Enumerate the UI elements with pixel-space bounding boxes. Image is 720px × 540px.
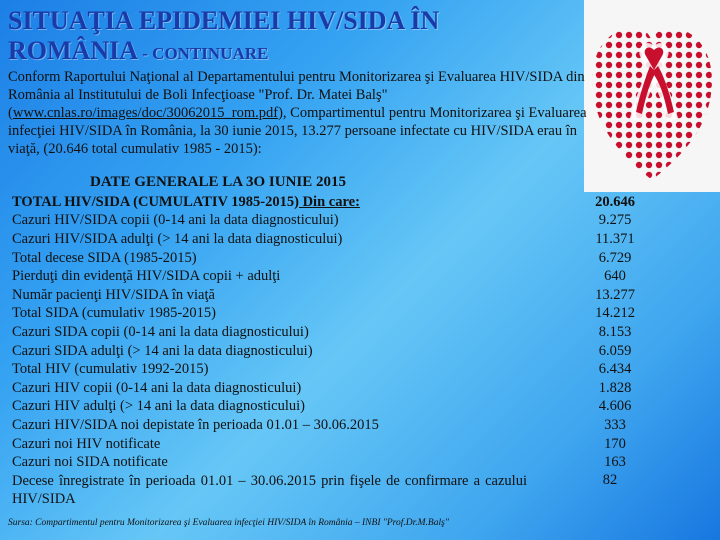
table-row	[12, 416, 712, 435]
deaths-value: 82	[602, 471, 618, 488]
table-row	[12, 305, 712, 324]
table-row	[12, 379, 712, 398]
table-row	[12, 435, 712, 454]
title-line-1: SITUAŢIA EPIDEMIEI HIV/SIDA ÎN	[8, 6, 440, 35]
row-value: 163	[604, 454, 626, 471]
row-value: 333	[604, 416, 626, 433]
slide-title	[8, 6, 439, 69]
total-label	[12, 194, 532, 211]
row-value: 6.059	[598, 342, 632, 359]
total-label-text: TOTAL HIV/SIDA (CUMULATIV 1985-2015)	[12, 193, 299, 210]
report-link[interactable]: www.cnlas.ro/images/doc/30062015_rom.pdf	[12, 105, 279, 121]
row-label: Cazuri noi HIV notificate	[12, 435, 161, 452]
row-value: 8.153	[598, 323, 632, 340]
table-row	[12, 249, 712, 268]
row-label: Număr pacienţi HIV/SIDA în viaţă	[12, 286, 215, 303]
statistics-table	[12, 193, 712, 508]
intro-text-end: ), Compartimentul pentru Monitorizarea şi Evaluarea infecţiei HIV/SIDA în România, la 30 iunie 2015, 13.277 persoane infectate cu HIV/SIDA erau în viaţă, (20.646 total cumulativ 1985 - 2015):	[8, 105, 587, 157]
table-row	[12, 453, 712, 472]
table-row	[12, 360, 712, 379]
row-label: Total HIV (cumulativ 1992-2015)	[12, 361, 209, 378]
total-row	[12, 193, 712, 212]
table-heading: DATE GENERALE LA 3O IUNIE 2015	[90, 174, 347, 190]
row-value: 11.371	[595, 230, 635, 247]
total-label-suffix: Din care:	[298, 193, 360, 210]
row-label: Cazuri SIDA copii (0-14 ani la data diagnosticului)	[12, 323, 309, 340]
row-label: Cazuri HIV/SIDA noi depistate în perioada 01.01 – 30.06.2015	[12, 416, 379, 433]
table-row	[12, 342, 712, 361]
row-value: 4.606	[598, 398, 632, 415]
row-value: 6.729	[598, 249, 632, 266]
title-country: ROMÂNIA	[8, 36, 138, 65]
row-value: 640	[604, 268, 626, 285]
table-row	[12, 230, 712, 249]
title-line-2	[8, 36, 439, 69]
row-value: 1.828	[598, 379, 632, 396]
table-row	[12, 398, 712, 417]
row-label: Cazuri SIDA adulţi (> 14 ani la data diagnosticului)	[12, 342, 313, 359]
heart-ribbon-graphic	[584, 0, 720, 192]
row-value: 9.275	[598, 212, 632, 229]
row-label: Cazuri HIV/SIDA adulţi (> 14 ani la data diagnosticului)	[12, 230, 343, 247]
row-label: Cazuri noi SIDA notificate	[12, 454, 168, 471]
intro-paragraph	[8, 68, 588, 158]
intro-text-start: Conform Raportului Naţional al Departamentului pentru Monitorizarea şi Evaluarea HIV/SIDA din România al Institutului de Boli Infecţioase "Prof. Dr. Matei Balş" (	[8, 69, 585, 121]
row-value: 170	[604, 435, 626, 452]
row-label: Total decese SIDA (1985-2015)	[12, 249, 197, 266]
row-label: Total SIDA (cumulativ 1985-2015)	[12, 305, 216, 322]
deaths-row	[12, 472, 712, 508]
table-row	[12, 323, 712, 342]
row-value: 6.434	[598, 361, 632, 378]
source-note: Sursa: Compartimentul pentru Monitorizarea şi Evaluarea infecţiei HIV/SIDA în România – INBI "Prof.Dr.M.Balş"	[8, 518, 449, 528]
title-continuation: - CONTINUARE	[138, 44, 269, 63]
table-row	[12, 286, 712, 305]
row-label: Cazuri HIV copii (0-14 ani la data diagnosticului)	[12, 379, 302, 396]
heart-ribbon-icon	[584, 0, 720, 192]
row-label: Cazuri HIV adulţi (> 14 ani la data diagnosticului)	[12, 398, 306, 415]
row-label: Cazuri HIV/SIDA copii (0-14 ani la data diagnosticului)	[12, 212, 339, 229]
table-row	[12, 267, 712, 286]
row-value: 13.277	[595, 286, 635, 303]
row-label: Pierduţi din evidenţă HIV/SIDA copii + adulţi	[12, 268, 281, 285]
deaths-label: Decese înregistrate în perioada 01.01 – 30.06.2015 prin fişele de confirmare a cazului HIV/SIDA	[12, 472, 527, 507]
table-row	[12, 212, 712, 231]
row-value: 14.212	[595, 305, 635, 322]
total-value: 20.646	[595, 193, 635, 210]
